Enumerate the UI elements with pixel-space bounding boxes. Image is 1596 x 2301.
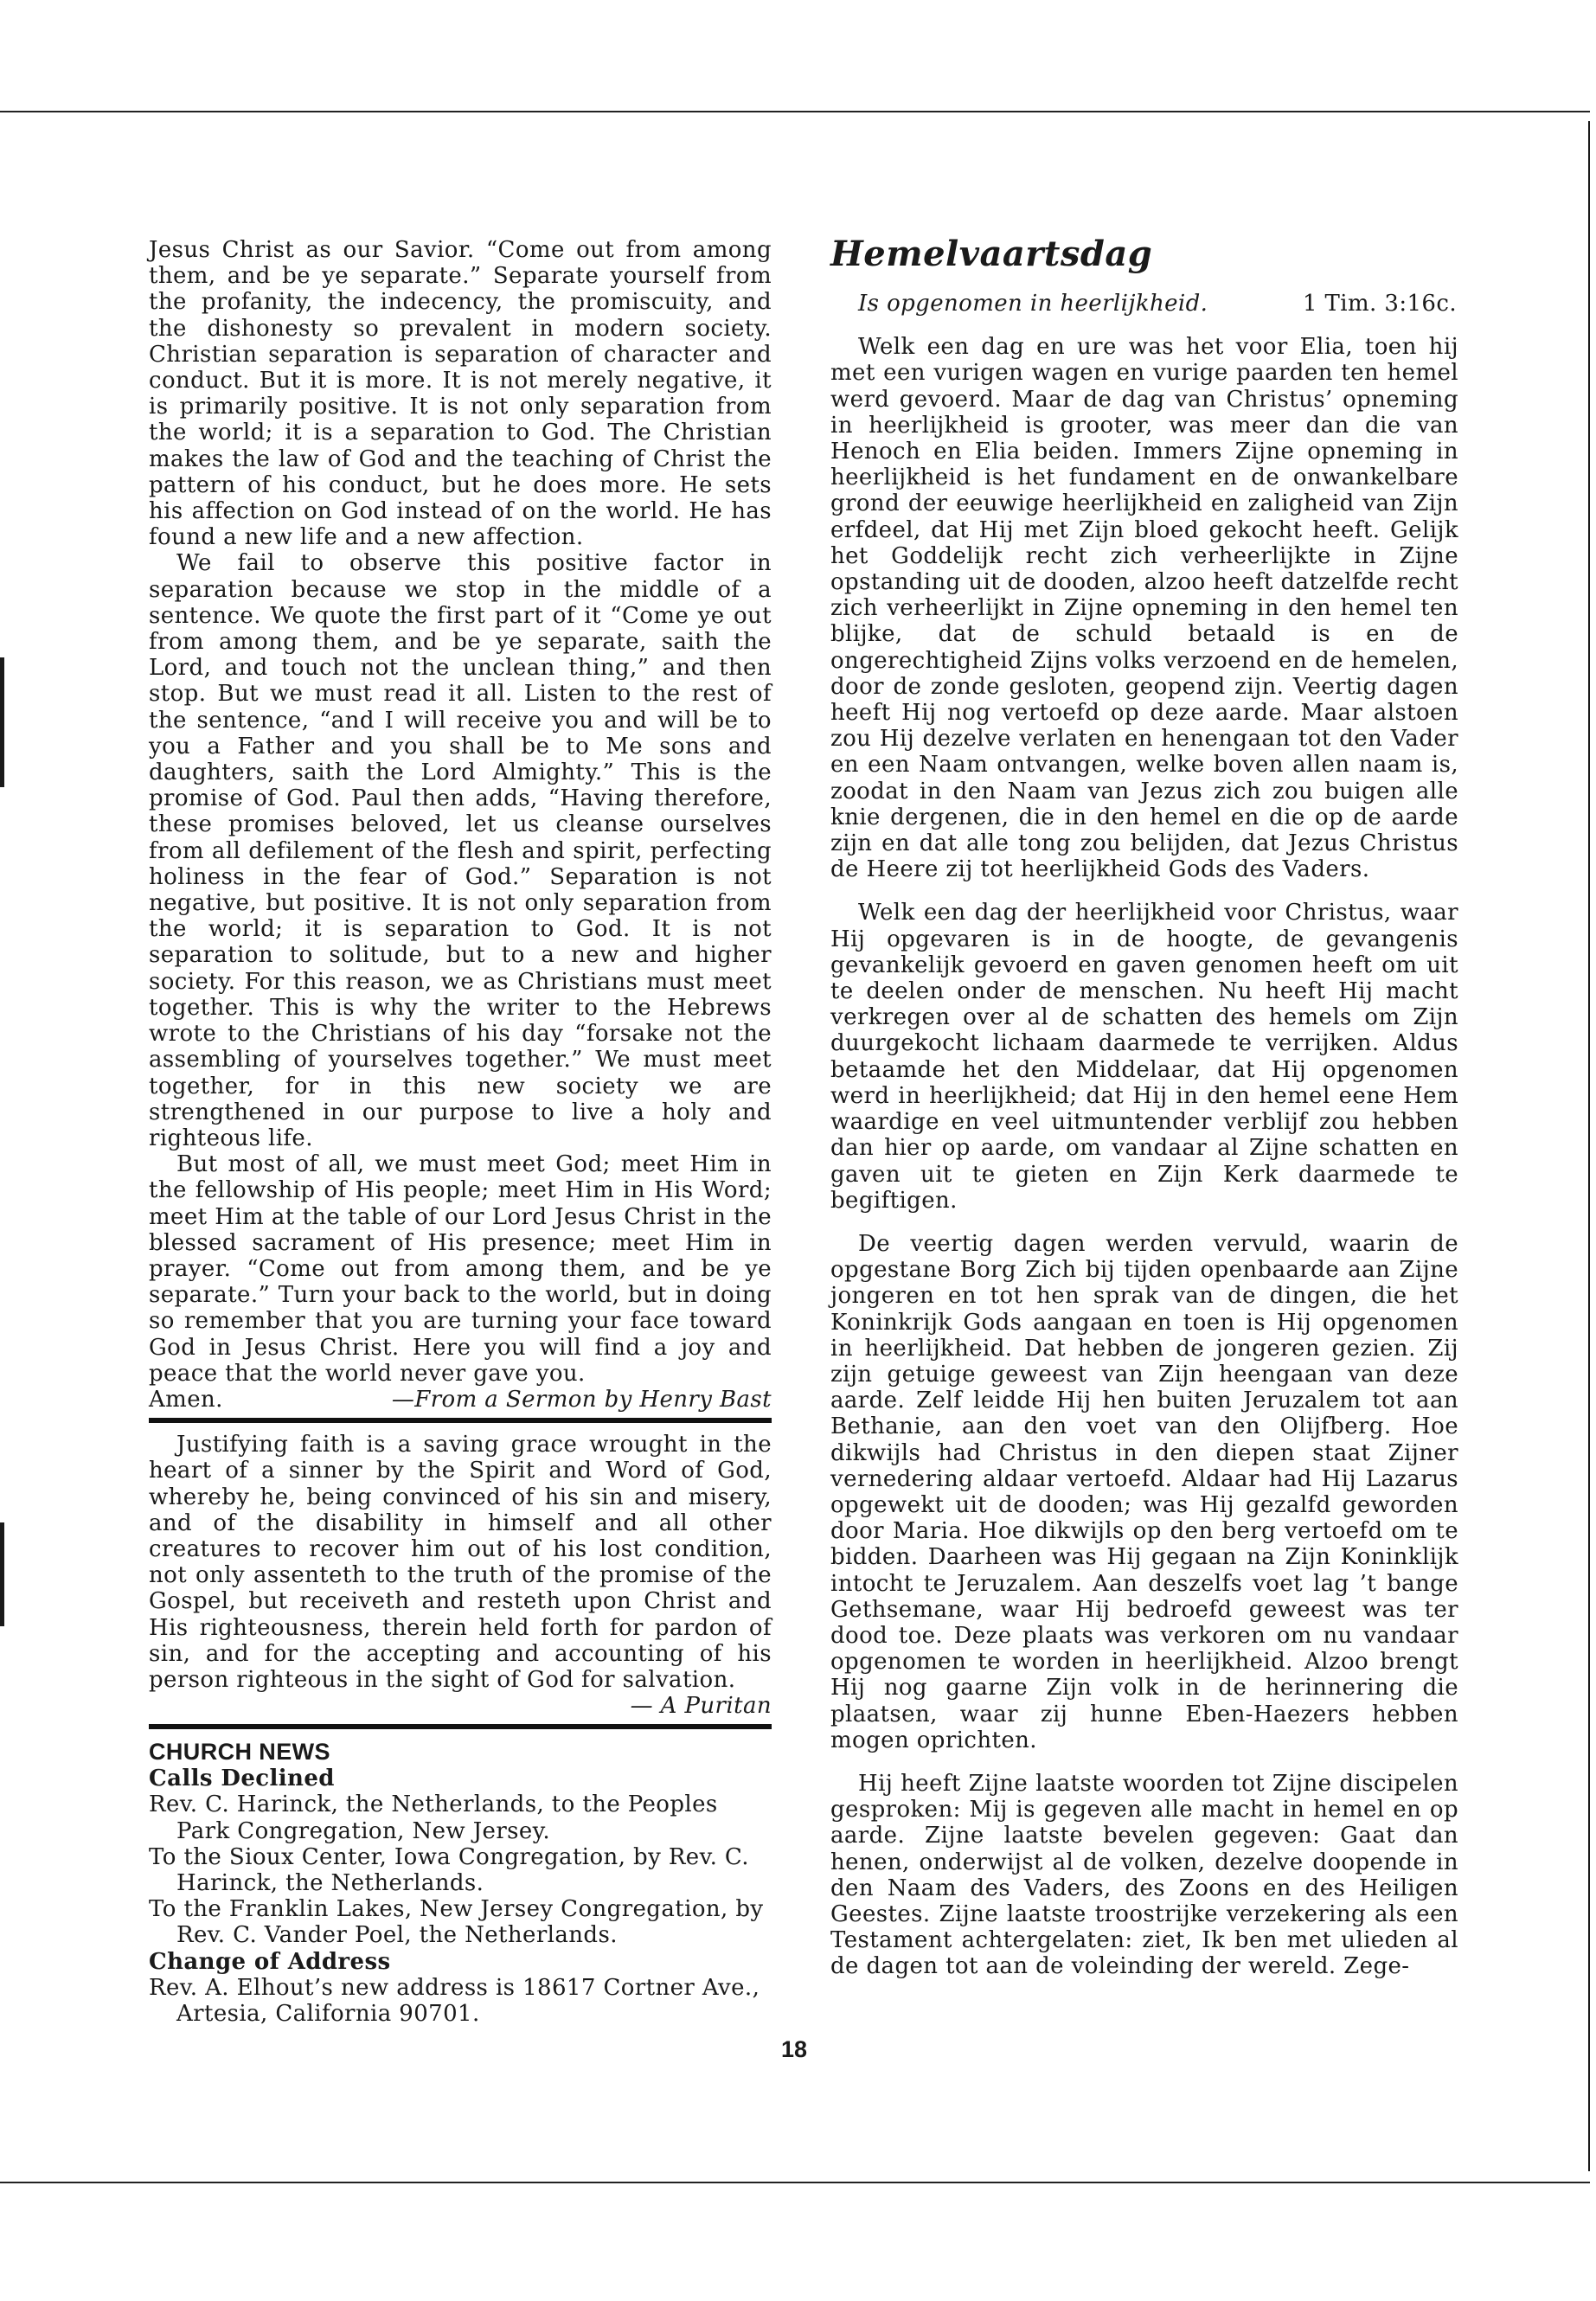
scripture-reference: 1 Tim. 3:16c. [1302, 291, 1457, 317]
subtitle-text: Is opgenomen in heerlijkheid. [858, 291, 1208, 317]
paragraph: Hij heeft Zijne laatste woorden tot Zijne discipelen gesproken: Mij is gegeven alle macht in hemel en op aarde. Zijne laatste bevelen gegeven: Gaat dan henen, onderwijst al de volken, dezelve doopende in den Naam des Vaders, des Zoons en des Heiligen Geestes. Zijne laatste troostrijke verzekering als een Testament achtergelaten: ziet, Ik ben met ulieden al de dagen tot aan de voleinding der wereld. Zege- [830, 1770, 1458, 1980]
divider [149, 1418, 772, 1423]
right-column [830, 234, 1458, 1980]
paragraph: Welk een dag der heerlijkheid voor Christus, waar Hij opgevaren is in de hoogte, de gevangenis gevankelijk gevoerd en gaven genomen heeft om uit te deelen onder de menschen. Nu heeft Hij macht verkregen over al de schatten des hemels om Zijn duurgekocht lichaam daarmede te verrijken. Aldus betaamde het den Middelaar, dat Hij opgenomen werd in heerlijkheid; dat Hij in den hemel eene Hem waardige en veel uitmuntender verblijf zou hebben dan hier op aarde, om vandaar al Zijne schatten en gaven uit te gieten en Zijn Kerk daarmede te begiftigen. [830, 900, 1458, 1214]
article-title: Hemelvaartsdag [830, 234, 1153, 274]
paragraph: We fail to observe this positive factor in separation because we stop in the middle of a sentence. We quote the first part of it “Come ye out from among them, and be ye separate, saith the Lord, and touch not the unclean thing,” and then stop. But we must read it all. Listen to the rest of the sentence, “and I will receive you and will be to you a Father and you shall be to Me sons and daughters, saith the Lord Almighty.” This is the promise of God. Paul then adds, “Having therefore, these promises beloved, let us cleanse ourselves from all defilement of the flesh and spirit, perfecting holiness in the fear of God.” Separation is not negative, but positive. It is not only separation from the world; it is separation to God. It is not separation to solitude, but to a new and higher society. For this reason, we as Christians must meet together. This is why the writer to the Hebrews wrote to the Christians of his day “forsake not the assembling of yourselves together.” We must meet together, for in this new society we are strengthened in our purpose to live a holy and righteous life. [149, 550, 772, 1151]
paragraph: De veertig dagen werden vervuld, waarin de opgestane Borg Zich bij tijden openbaarde aan Zijne jongeren en tot hen sprak van de dingen, die het Koninkrijk Gods aangaan en toen is Hij opgenomen in heerlijkheid. Dat hebben de jongeren gezien. Zij zijn getuige geweest van Zijn heengaan van deze aarde. Zelf leidde Hij hen buiten Jeruzalem tot aan Bethanie, aan den voet van den Olijfberg. Hoe dikwijls had Christus in den diepen staat Zijner vernedering aldaar vertoefd. Aldaar had Hij Lazarus opgewekt uit de dooden; was Hij gezalfd geworden door Maria. Hoe dikwijls op den berg vertoefd om te bidden. Daarheen was Hij gegaan na Zijn Koninklijk intocht te Jeruzalem. Aan deszelfs voet lag ’t bange Gethsemane, waar Hij bedroefd geweest was ter dood toe. Deze plaats was verkoren om nu vandaar opgenomen te worden in heerlijkheid. Alzoo brengt Hij nog gaarne Zijn volk in de herinnering die plaatsen, waar zij hunne Eben-Haezers hebben mogen oprichten. [830, 1230, 1458, 1753]
edge-mark [0, 657, 4, 787]
news-item: To the Sioux Center, Iowa Congregation, by Rev. C. Harinck, the Netherlands. [149, 1843, 749, 1896]
page-number: 18 [781, 2036, 808, 2062]
change-of-address-heading: Change of Address [149, 1948, 391, 1975]
sermon-closing [149, 1387, 772, 1413]
sermon-source: —From a Sermon by Henry Bast [391, 1386, 772, 1413]
left-column [149, 237, 772, 2027]
amen-text: Amen. [149, 1386, 223, 1413]
puritan-signature: — A Puritan [630, 1693, 772, 1720]
edge-mark [0, 1522, 4, 1626]
paragraph: Justifying faith is a saving grace wrought in the heart of a sinner by the Spirit and Word of God, whereby he, being convinced of his sin and misery, and of the disability in himself and all other creatures to recover him out of his lost condition, not only assenteth to the truth of the promise of the Gospel, but receiveth and resteth upon Christ and His righteousness, therein held forth for pardon of sin, and for the accepting and accounting of his person righteous in the sight of God for salvation. [149, 1432, 772, 1693]
paragraph: Jesus Christ as our Savior. “Come out from among them, and be ye separate.” Separate yourself from the profanity, the indecency, the promiscuity, and the dishonesty so prevalent in modern society. Christian separation is separation of character and conduct. But it is more. It is not merely negative, it is primarily positive. It is not only separation from the world; it is a separation to God. The Christian makes the law of God and the teaching of Christ the pattern of his conduct, but he does more. He sets his affection on God instead of on the world. He has found a new life and a new affection. [149, 237, 772, 551]
divider [149, 1724, 772, 1729]
church-news-heading: CHURCH NEWS [149, 1739, 330, 1766]
edge-mark [1588, 121, 1590, 2171]
paragraph: But most of all, we must meet God; meet Him in the fellowship of His people; meet Him in His Word; meet Him at the table of our Lord Jesus Christ in the blessed sacrament of His presence; meet Him in prayer. “Come out from among them, and be ye separate.” Turn your back to the world, but in doing so remember that you are turning your face toward God in Jesus Christ. Here you will find a joy and peace that the world never gave you. [149, 1151, 772, 1387]
paragraph: Welk een dag en ure was het voor Elia, toen hij met een vurigen wagen en vurige paarden ten hemel werd gevoerd. Maar de dag van Christus’ opneming in heerlijkheid is grooter, was meer dan die van Henoch en Elia beiden. Immers Zijne opneming in heerlijkheid is het fundament en de onwankelbare grond der eeuwige heerlijkheid en zaligheid van Zijn erfdeel, dat Hij met Zijn bloed gekocht heeft. Gelijk het Goddelijk recht zich verheerlijkte in Zijne opstanding uit de dooden, alzoo heeft datzelfde recht zich verheerlijkt in Zijne opneming in den hemel ten blijke, dat de schuld betaald is en de ongerechtigheid Zijns volks verzoend en de hemelen, door de zonde gesloten, geopend zijn. Veertig dagen heeft Hij nog vertoefd op deze aarde. Maar alstoen zou Hij dezelve verlaten en henengaan tot den Vader en een Naam ontvangen, welke boven allen naam is, zoodat in den Naam van Jezus zich zou buigen alle knie dergenen, die in den hemel en die op de aarde zijn en dat alle tong zou belijden, dat Jezus Christus de Heere zij tot heerlijkheid Gods des Vaders. [830, 334, 1458, 883]
news-item: Rev. A. Elhout’s new address is 18617 Cortner Ave., Artesia, California 90701. [149, 1974, 760, 2027]
news-item: To the Franklin Lakes, New Jersey Congregation, by Rev. C. Vander Poel, the Netherlands. [149, 1896, 764, 1949]
article-subtitle [830, 291, 1458, 317]
calls-declined-heading: Calls Declined [149, 1766, 335, 1792]
news-item: Rev. C. Harinck, the Netherlands, to the Peoples Park Congregation, New Jersey. [149, 1791, 718, 1844]
